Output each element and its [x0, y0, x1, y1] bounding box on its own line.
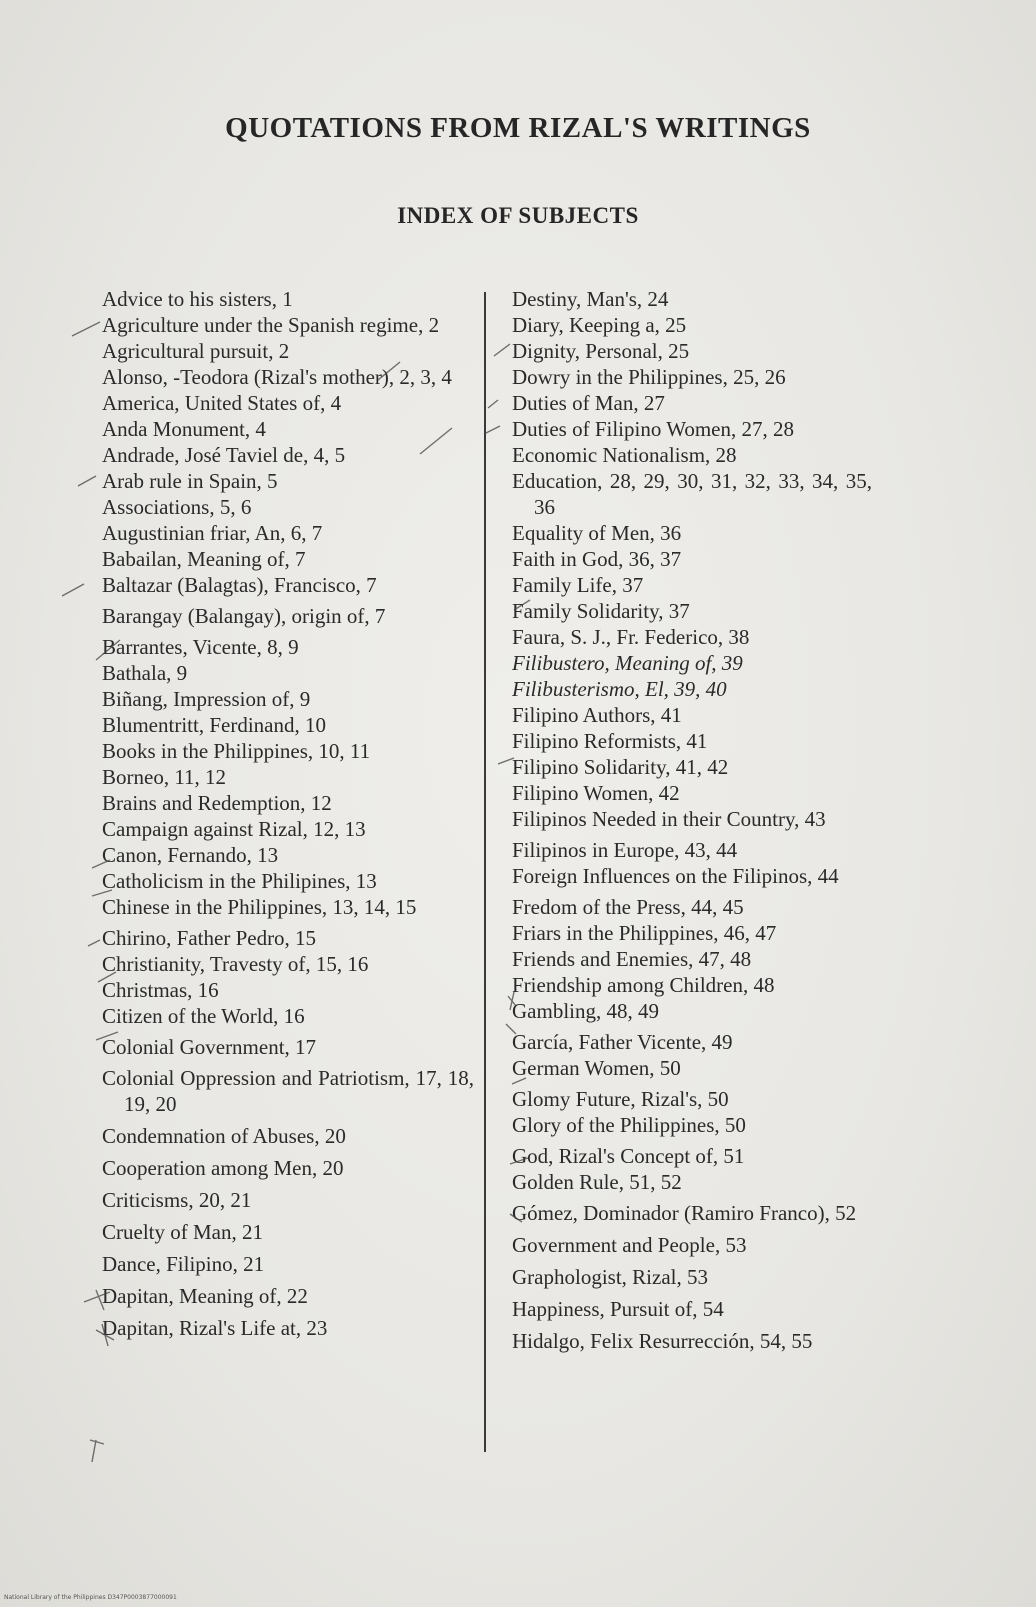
- index-entry: Campaign against Rizal, 12, 13: [102, 817, 366, 841]
- index-entry: Family Solidarity, 37: [512, 599, 690, 623]
- index-entry: Condemnation of Abuses, 20: [102, 1124, 346, 1148]
- index-entry: Augustinian friar, An, 6, 7: [102, 521, 323, 545]
- index-entry: Dance, Filipino, 21: [102, 1252, 265, 1276]
- index-entry: Barangay (Balangay), origin of, 7: [102, 604, 386, 628]
- index-entry: Glomy Future, Rizal's, 50: [512, 1087, 729, 1111]
- index-entry: Baltazar (Balagtas), Francisco, 7: [102, 573, 377, 597]
- right-index-column: [512, 286, 872, 1354]
- index-entry: Golden Rule, 51, 52: [512, 1170, 682, 1194]
- index-entry: Filipino Authors, 41: [512, 703, 682, 727]
- index-entry: Blumentritt, Ferdinand, 10: [102, 713, 326, 737]
- index-entry: Dignity, Personal, 25: [512, 339, 690, 363]
- index-entry: Brains and Redemption, 12: [102, 791, 332, 815]
- index-entry: Bathala, 9: [102, 661, 188, 685]
- index-entry: Catholicism in the Philipines, 13: [102, 869, 377, 893]
- index-entry: America, United States of, 4: [102, 391, 342, 415]
- index-entry: Dapitan, Rizal's Life at, 23: [102, 1316, 328, 1340]
- index-entry: Foreign Influences on the Filipinos, 44: [512, 864, 839, 888]
- index-entry: Faura, S. J., Fr. Federico, 38: [512, 625, 750, 649]
- index-entry: Cooperation among Men, 20: [102, 1156, 344, 1180]
- index-entry: Arab rule in Spain, 5: [102, 469, 278, 493]
- index-entry: Gómez, Dominador (Ramiro Franco), 52: [512, 1201, 857, 1225]
- page-title: QUOTATIONS FROM RIZAL'S WRITINGS: [225, 112, 811, 144]
- column-divider: [484, 292, 486, 1452]
- index-entry: Fredom of the Press, 44, 45: [512, 895, 744, 919]
- index-entry: Dapitan, Meaning of, 22: [102, 1284, 308, 1308]
- index-entry: Happiness, Pursuit of, 54: [512, 1297, 724, 1321]
- archive-footer: National Library of the Philippines D347P0003877000091: [4, 1594, 177, 1601]
- index-entry: God, Rizal's Concept of, 51: [512, 1144, 745, 1168]
- index-entry: Books in the Philippines, 10, 11: [102, 739, 371, 763]
- index-entry: Friars in the Philippines, 46, 47: [512, 921, 777, 945]
- index-entry: Filibustero, Meaning of, 39: [512, 651, 743, 675]
- index-entry: German Women, 50: [512, 1056, 681, 1080]
- index-entry: Government and People, 53: [512, 1233, 747, 1257]
- index-entry: Colonial Oppression and Patriotism, 17, 18, 19, 20: [102, 1066, 474, 1116]
- index-entry: Duties of Filipino Women, 27, 28: [512, 417, 795, 441]
- index-entry: Citizen of the World, 16: [102, 1004, 305, 1028]
- index-entry: Chirino, Father Pedro, 15: [102, 926, 317, 950]
- index-entry: Filipino Women, 42: [512, 781, 680, 805]
- index-entry: Christianity, Travesty of, 15, 16: [102, 952, 369, 976]
- index-entry: Colonial Government, 17: [102, 1035, 317, 1059]
- left-index-column: [102, 286, 474, 1341]
- index-entry: Gambling, 48, 49: [512, 999, 659, 1023]
- index-entry: Equality of Men, 36: [512, 521, 682, 545]
- index-entry: Graphologist, Rizal, 53: [512, 1265, 708, 1289]
- index-entry: Barrantes, Vicente, 8, 9: [102, 635, 299, 659]
- index-entry: Agriculture under the Spanish regime, 2: [102, 313, 440, 337]
- index-entry: Associations, 5, 6: [102, 495, 252, 519]
- index-entry: Filipino Solidarity, 41, 42: [512, 755, 729, 779]
- index-entry: Education, 28, 29, 30, 31, 32, 33, 34, 35, 36: [512, 469, 872, 519]
- index-entry: Anda Monument, 4: [102, 417, 266, 441]
- index-entry: Friends and Enemies, 47, 48: [512, 947, 752, 971]
- index-entry: Duties of Man, 27: [512, 391, 665, 415]
- index-entry: Canon, Fernando, 13: [102, 843, 279, 867]
- index-entry: Criticisms, 20, 21: [102, 1188, 252, 1212]
- index-entry: Christmas, 16: [102, 978, 219, 1002]
- index-entry: Filipino Reformists, 41: [512, 729, 708, 753]
- index-entry: Diary, Keeping a, 25: [512, 313, 687, 337]
- index-entry: Faith in God, 36, 37: [512, 547, 682, 571]
- index-entry: Friendship among Children, 48: [512, 973, 775, 997]
- index-entry: Cruelty of Man, 21: [102, 1220, 263, 1244]
- index-entry: Chinese in the Philippines, 13, 14, 15: [102, 895, 417, 919]
- index-entry: Glory of the Philippines, 50: [512, 1113, 746, 1137]
- index-entry: Borneo, 11, 12: [102, 765, 227, 789]
- index-entry: Hidalgo, Felix Resurrección, 54, 55: [512, 1329, 813, 1353]
- index-heading: INDEX OF SUBJECTS: [397, 203, 639, 228]
- index-entry: Filipinos Needed in their Country, 43: [512, 807, 826, 831]
- index-entry: Filipinos in Europe, 43, 44: [512, 838, 738, 862]
- index-entry: Economic Nationalism, 28: [512, 443, 737, 467]
- index-entry: Alonso, -Teodora (Rizal's mother), 2, 3, 4: [102, 365, 452, 389]
- index-entry: Dowry in the Philippines, 25, 26: [512, 365, 786, 389]
- index-entry: Destiny, Man's, 24: [512, 287, 669, 311]
- index-entry: Advice to his sisters, 1: [102, 287, 293, 311]
- index-entry: García, Father Vicente, 49: [512, 1030, 733, 1054]
- index-entry: Biñang, Impression of, 9: [102, 687, 311, 711]
- index-entry: Babailan, Meaning of, 7: [102, 547, 306, 571]
- index-entry: Filibusterismo, El, 39, 40: [512, 677, 727, 701]
- index-entry: Andrade, José Taviel de, 4, 5: [102, 443, 346, 467]
- index-entry: Agricultural pursuit, 2: [102, 339, 290, 363]
- index-entry: Family Life, 37: [512, 573, 644, 597]
